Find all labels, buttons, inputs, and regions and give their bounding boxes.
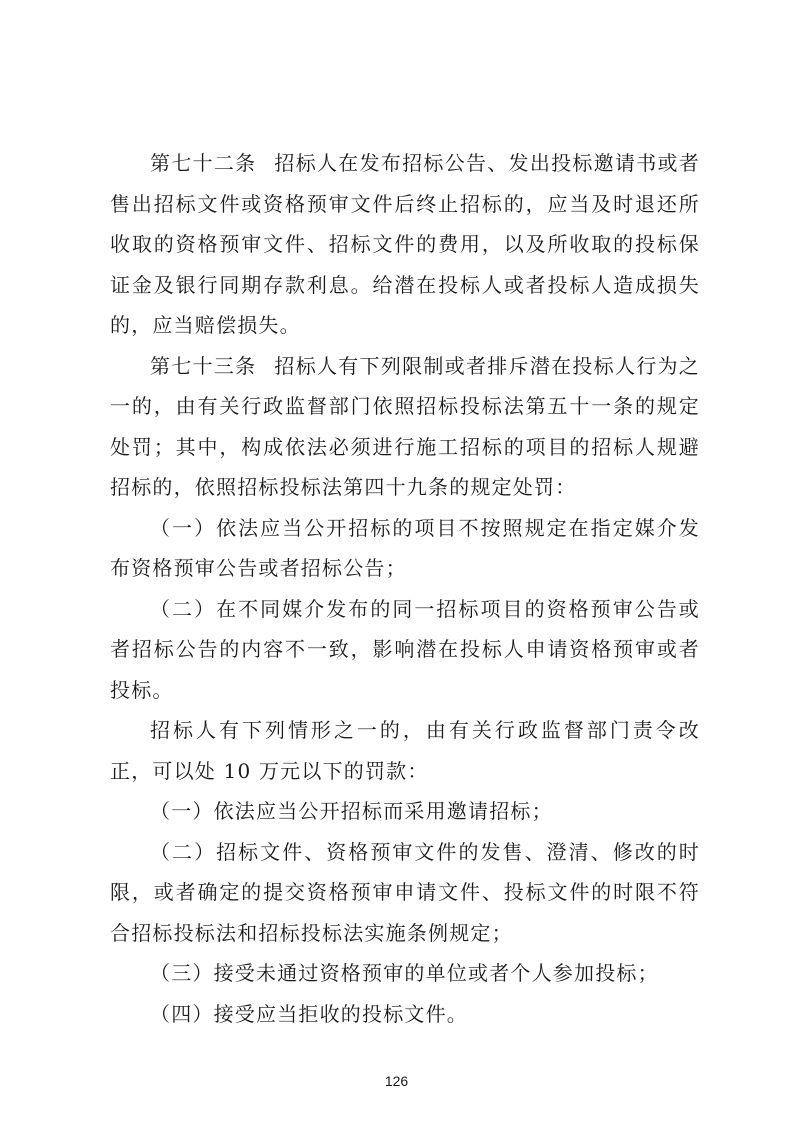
article-73b-paragraph: 招标人有下列情形之一的，由有关行政监督部门责令改正，可以处 10 万元以下的罚款： <box>110 718 700 783</box>
article-73-item-1: （一）依法应当公开招标的项目不按照规定在指定媒介发布资格预审公告或者招标公告； <box>110 515 700 580</box>
article-73-item-2: （二）在不同媒介发布的同一招标项目的资格预审公告或者招标公告的内容不一致，影响潜在投标人申请资格预审或者投标。 <box>110 596 700 702</box>
article-73-paragraph <box>110 346 700 508</box>
article-72-text: 招标人在发布招标公告、发出投标邀请书或者售出招标文件或资格预审文件后终止招标的，应当及时退还所收取的资格预审文件、招标文件的费用，以及所收取的投标保证金及银行同期存款利息。给潜在投标人或者投标人造成损失的，应当赔偿损失。 <box>110 151 701 337</box>
article-73b-item-2: （二）招标文件、资格预审文件的发售、澄清、修改的时限，或者确定的提交资格预审申请文件、投标文件的时限不符合招标投标法和招标投标法实施条例规定； <box>110 839 700 945</box>
article-73b-item-4: （四）接受应当拒收的投标文件。 <box>150 1001 468 1026</box>
article-72-number: 第七十二条 <box>150 151 257 175</box>
article-72-paragraph <box>110 143 700 346</box>
page-number: 126 <box>384 1073 409 1089</box>
article-73b-item-1: （一）依法应当公开招标而采用邀请招标； <box>150 799 553 823</box>
document-body <box>110 143 700 1034</box>
article-73-text: 招标人有下列限制或者排斥潜在投标人行为之一的，由有关行政监督部门依照招标投标法第五十一条的规定处罚；其中，构成依法必须进行施工招标的项目的招标人规避招标的，依照招标投标法第四十九条的规定处罚： <box>110 353 701 499</box>
article-73-number: 第七十三条 <box>150 353 257 378</box>
article-73b-item-3: （三）接受未通过资格预审的单位或者个人参加投标； <box>150 961 659 985</box>
